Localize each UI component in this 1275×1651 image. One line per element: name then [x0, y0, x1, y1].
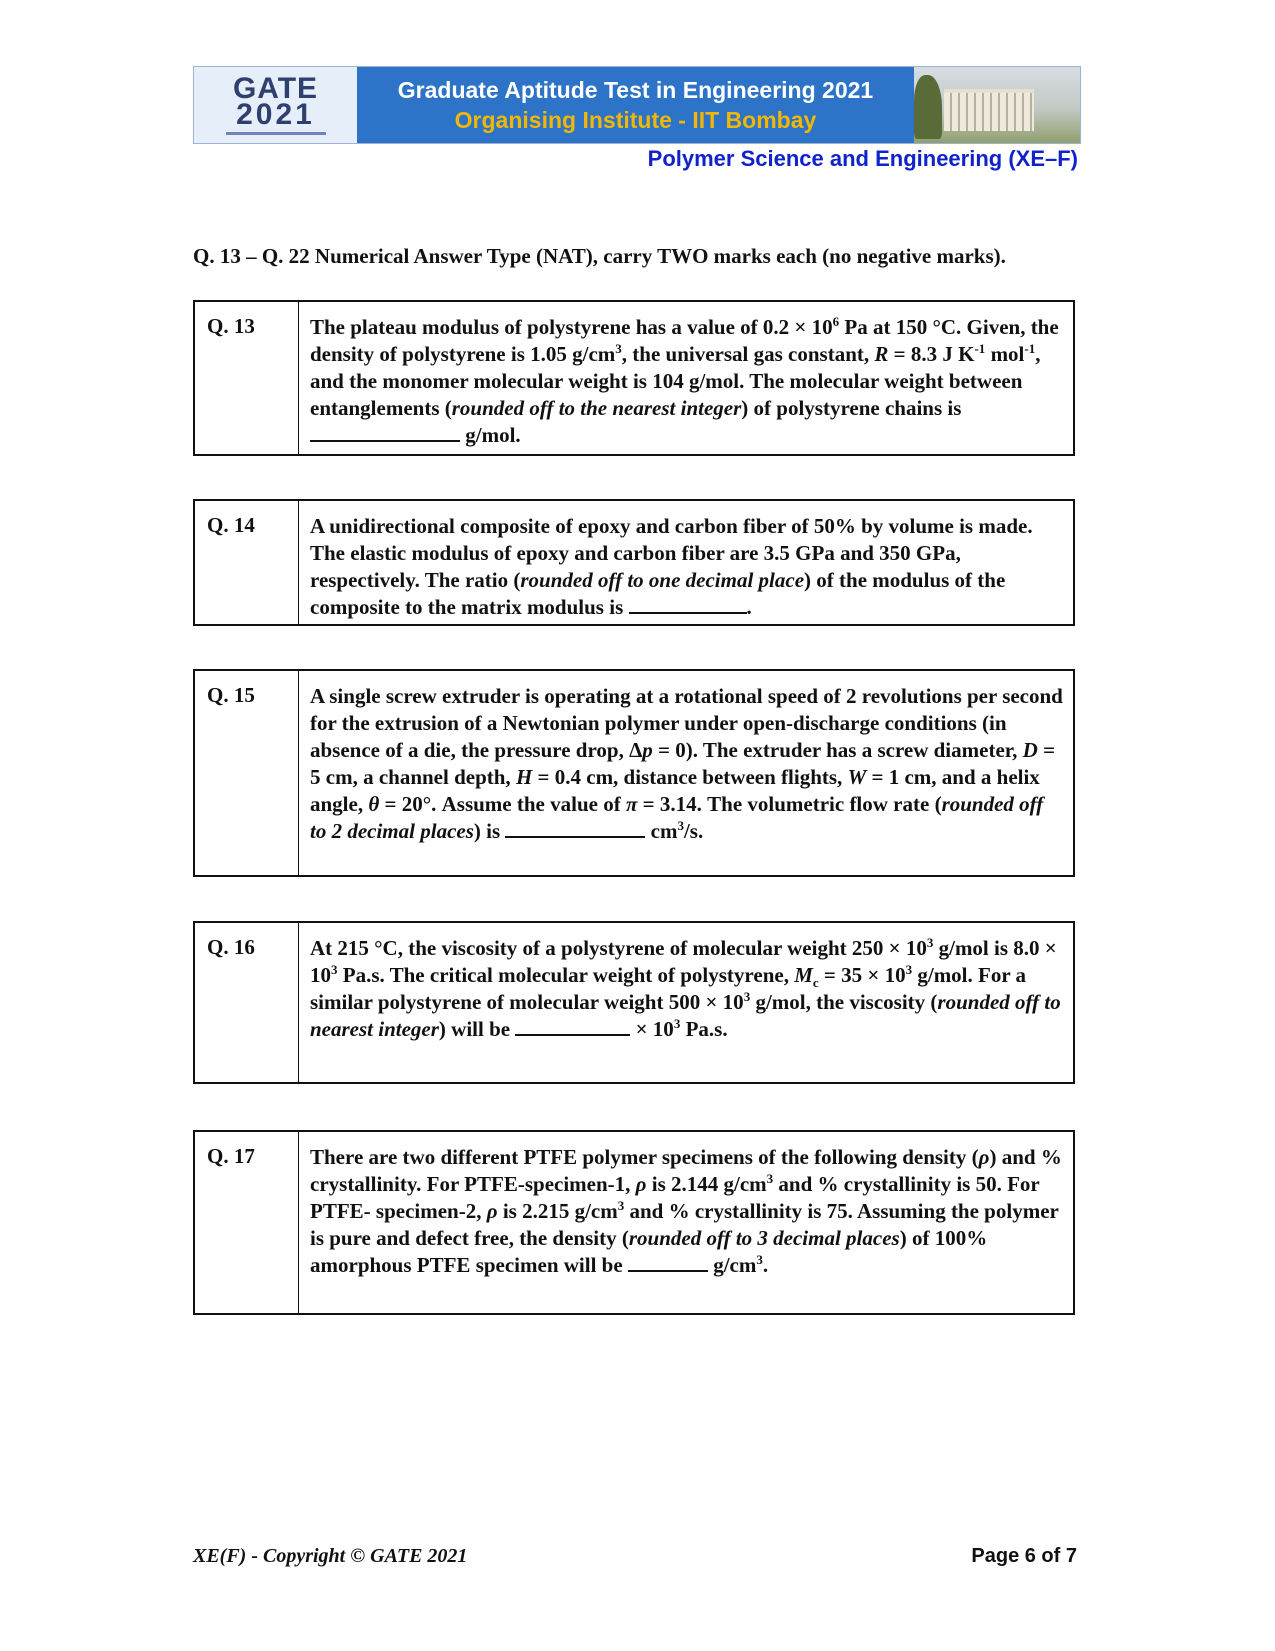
question-number: Q. 16: [195, 923, 299, 1082]
section-heading: Q. 13 – Q. 22 Numerical Answer Type (NAT), carry TWO marks each (no negative marks).: [193, 244, 1006, 268]
answer-blank: [505, 818, 645, 838]
exam-title: Graduate Aptitude Test in Engineering 2021: [397, 77, 874, 103]
question-16: [193, 921, 1075, 1084]
answer-blank: [629, 594, 747, 614]
tree-image: [914, 75, 942, 139]
question-number: Q. 13: [195, 302, 299, 454]
question-text: The plateau modulus of polystyrene has a value of $0.2 \times 10^6$ Pa at 150 °C. Given, the density of polystyrene is 1.05 $g/cm^3$, the universal gas constant, R = 8.3 J $K^{-1}$ mol$^{-1}$, and the monomer molecular weight is 104 g/mol. The molecular weight between entanglements (rounded off to the nearest integer) of polystyrene chains is g/mol.: [310, 314, 1059, 447]
question-text: A single screw extruder is operating at a rotational speed of 2 revolutions per second for the extrusion of a Newtonian polymer under open-discharge conditions (in absence of a die, the pressure drop, Δp = 0). The extruder has a screw diameter, D = 5 cm, a channel depth, H = 0.4 cm, distance between flights, W = 1 cm, and a helix angle, θ = 20°. Assume the value of π = 3.14. The volumetric flow rate (rounded off to 2 decimal places) is $cm^3/s$.: [310, 684, 1063, 843]
question-text: A unidirectional composite of epoxy and carbon fiber of 50% by volume is made. The elastic modulus of epoxy and carbon fiber are 3.5 GPa and 350 GPa, respectively. The ratio (rounded off to one decimal place) of the modulus of the composite to the matrix modulus is .: [310, 514, 1033, 619]
copyright-footer: XE(F) - Copyright © GATE 2021: [193, 1545, 468, 1567]
question-number: Q. 15: [195, 671, 299, 875]
answer-blank: [628, 1252, 708, 1272]
question-14: [193, 499, 1075, 626]
answer-blank: [515, 1016, 630, 1036]
building-image: [944, 89, 1034, 131]
gate-logo: [194, 67, 357, 143]
question-number: Q. 17: [195, 1132, 299, 1313]
campus-photo: [914, 67, 1080, 143]
banner-title-block: [357, 67, 914, 143]
question-13: [193, 300, 1075, 456]
question-text: At 215 °C, the viscosity of a polystyrene of molecular weight $250 \times 10^3$ g/mol is $8.0 \times 10^3$ Pa.s. The critical molecular weight of polystyrene, $M_c = 35 \times 10^3$ g/mol. For a similar polystyrene of molecular weight $500 \times 10^3$ g/mol, the viscosity (rounded off to nearest integer) will be × $10^3$ Pa.s.: [310, 935, 1061, 1041]
question-17: [193, 1130, 1075, 1315]
subject-title: Polymer Science and Engineering (XE–F): [647, 146, 1078, 171]
header-banner: [193, 66, 1081, 144]
page-number: Page 6 of 7: [971, 1545, 1077, 1567]
logo-line2: 2021: [236, 97, 315, 131]
answer-blank: [310, 422, 460, 442]
question-number: Q. 14: [195, 501, 299, 624]
organising-institute: Organising Institute - IIT Bombay: [454, 107, 817, 133]
logo-tagline-strip: [226, 132, 326, 135]
logo-line1: GATE: [232, 71, 319, 105]
question-15: [193, 669, 1075, 877]
question-text: There are two different PTFE polymer specimens of the following density (ρ) and % crystallinity. For PTFE-specimen-1, ρ is 2.144 $g/cm^3$ and % crystallinity is 50. For PTFE- specimen-2, ρ is 2.215 $g/cm^3$ and % crystallinity is 75. Assuming the polymer is pure and defect free, the density (rounded off to 3 decimal places) of 100% amorphous PTFE specimen will be $g/cm^3$.: [310, 1145, 1062, 1277]
